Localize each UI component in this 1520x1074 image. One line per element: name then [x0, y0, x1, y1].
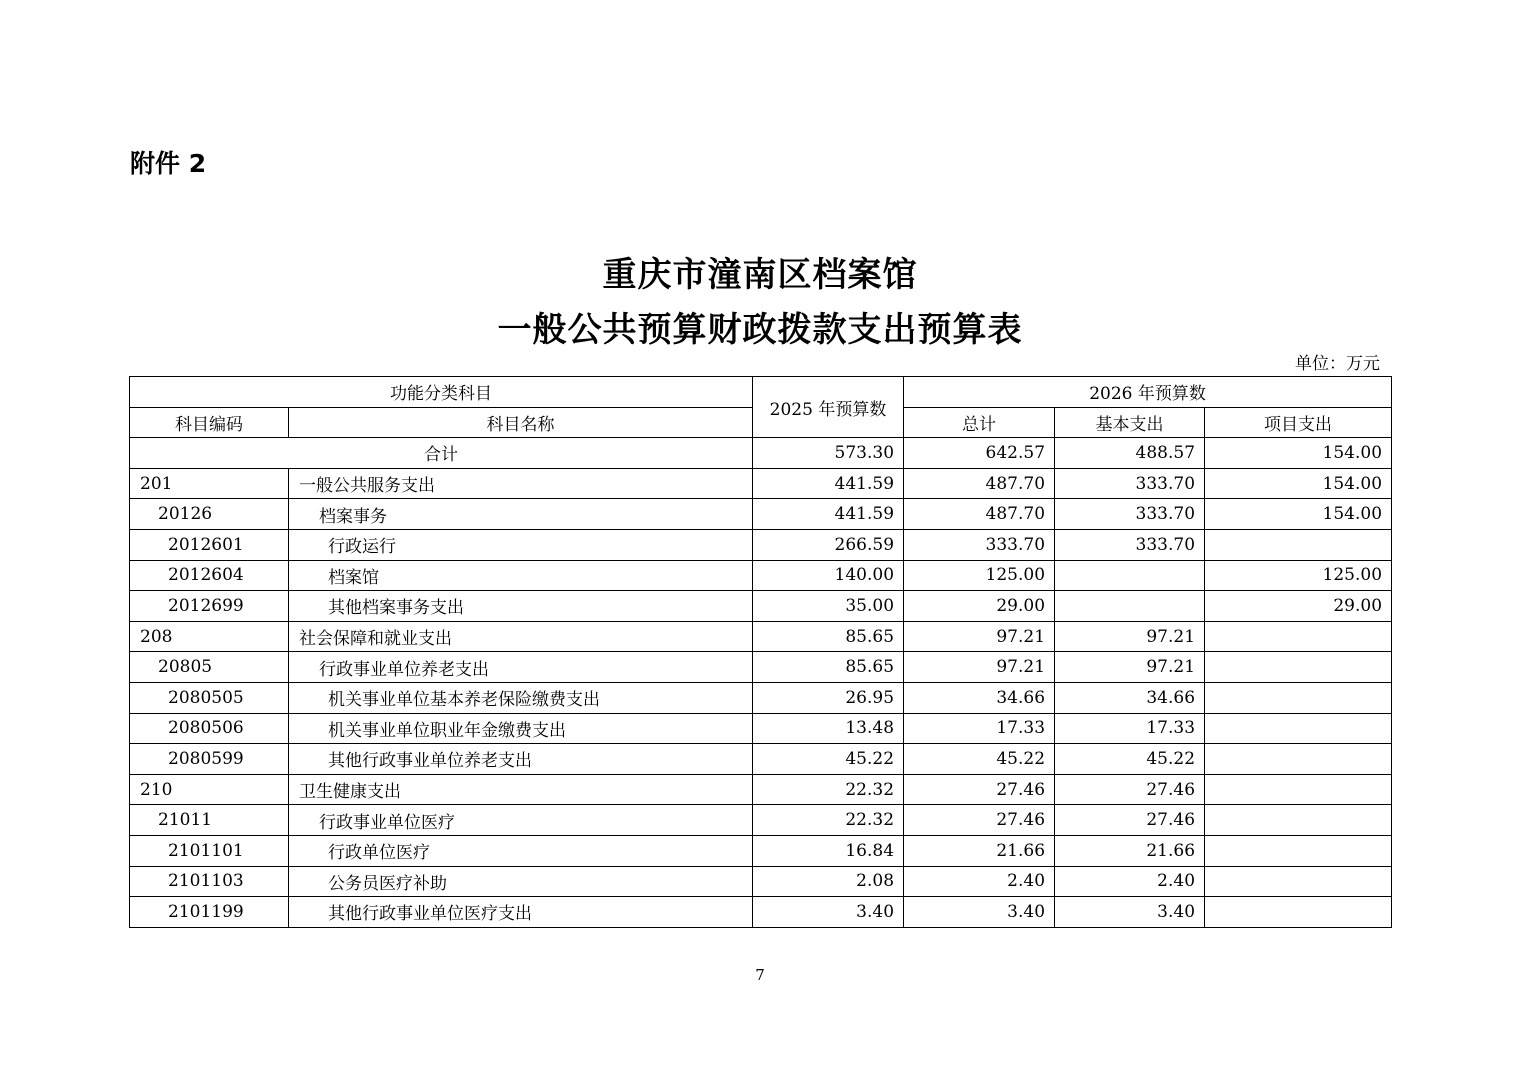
table-row [130, 652, 1392, 683]
budget-2026-total-cell: 27.46 [904, 805, 1055, 836]
budget-2025-cell: 441.59 [753, 468, 904, 499]
budget-2026-project-cell [1205, 621, 1392, 652]
budget-2026-project-cell [1205, 774, 1392, 805]
total-row [130, 438, 1392, 469]
unit-label: 单位：万元 [1295, 354, 1380, 374]
budget-2025-cell: 266.59 [753, 529, 904, 560]
budget-2026-total-cell: 21.66 [904, 835, 1055, 866]
budget-2026-total-cell: 27.46 [904, 774, 1055, 805]
budget-2026-basic-cell: 3.40 [1055, 897, 1205, 928]
subject-code-cell: 20126 [130, 499, 289, 530]
budget-2026-basic-cell [1055, 560, 1205, 591]
budget-2026-basic-cell: 34.66 [1055, 682, 1205, 713]
table-row [130, 805, 1392, 836]
budget-2026-project-cell: 125.00 [1205, 560, 1392, 591]
table-row [130, 499, 1392, 530]
budget-2025-cell: 85.65 [753, 621, 904, 652]
header-project: 项目支出 [1205, 407, 1392, 438]
table-row [130, 682, 1392, 713]
budget-2025-cell: 35.00 [753, 591, 904, 622]
total-total: 642.57 [904, 438, 1055, 469]
budget-2025-cell: 22.32 [753, 774, 904, 805]
budget-2026-total-cell: 487.70 [904, 468, 1055, 499]
subject-code-cell: 2101103 [130, 866, 289, 897]
subject-name-cell: 公务员医疗补助 [289, 866, 753, 897]
subject-name-cell: 社会保障和就业支出 [289, 621, 753, 652]
subject-name-cell: 机关事业单位职业年金缴费支出 [289, 713, 753, 744]
table-row [130, 591, 1392, 622]
subject-code-cell: 2101101 [130, 835, 289, 866]
subject-name-cell: 其他档案事务支出 [289, 591, 753, 622]
table-row [130, 621, 1392, 652]
subject-code-cell: 2012601 [130, 529, 289, 560]
budget-2026-project-cell [1205, 682, 1392, 713]
total-project: 154.00 [1205, 438, 1392, 469]
subject-name-cell: 一般公共服务支出 [289, 468, 753, 499]
budget-2025-cell: 3.40 [753, 897, 904, 928]
budget-2026-project-cell [1205, 805, 1392, 836]
budget-2025-cell: 13.48 [753, 713, 904, 744]
header-budget-2026: 2026 年预算数 [904, 377, 1392, 408]
subject-code-cell: 2080505 [130, 682, 289, 713]
page-number: 7 [755, 966, 765, 984]
table-row [130, 560, 1392, 591]
budget-table [129, 376, 1392, 928]
document-title-line2: 一般公共预算财政拨款支出预算表 [497, 310, 1023, 350]
budget-2026-basic-cell: 27.46 [1055, 774, 1205, 805]
header-name: 科目名称 [289, 407, 753, 438]
table-row [130, 897, 1392, 928]
budget-2026-basic-cell: 2.40 [1055, 866, 1205, 897]
budget-2026-basic-cell: 21.66 [1055, 835, 1205, 866]
attachment-label: 附件 2 [130, 149, 207, 178]
budget-2026-total-cell: 333.70 [904, 529, 1055, 560]
budget-2026-basic-cell: 45.22 [1055, 744, 1205, 775]
subject-code-cell: 2101199 [130, 897, 289, 928]
header-code: 科目编码 [130, 407, 289, 438]
budget-2026-basic-cell: 17.33 [1055, 713, 1205, 744]
budget-2026-project-cell [1205, 897, 1392, 928]
budget-2026-project-cell [1205, 835, 1392, 866]
budget-2026-basic-cell [1055, 591, 1205, 622]
budget-2025-cell: 16.84 [753, 835, 904, 866]
document-title-line1: 重庆市潼南区档案馆 [602, 255, 918, 295]
subject-code-cell: 21011 [130, 805, 289, 836]
budget-2026-total-cell: 487.70 [904, 499, 1055, 530]
subject-code-cell: 2080506 [130, 713, 289, 744]
subject-name-cell: 行政单位医疗 [289, 835, 753, 866]
subject-name-cell: 档案馆 [289, 560, 753, 591]
header-total: 总计 [904, 407, 1055, 438]
budget-2026-total-cell: 29.00 [904, 591, 1055, 622]
subject-code-cell: 2080599 [130, 744, 289, 775]
subject-code-cell: 2012699 [130, 591, 289, 622]
budget-2026-project-cell [1205, 529, 1392, 560]
subject-name-cell: 其他行政事业单位医疗支出 [289, 897, 753, 928]
budget-2026-total-cell: 3.40 [904, 897, 1055, 928]
subject-code-cell: 208 [130, 621, 289, 652]
subject-name-cell: 其他行政事业单位养老支出 [289, 744, 753, 775]
budget-2026-total-cell: 45.22 [904, 744, 1055, 775]
subject-name-cell: 行政运行 [289, 529, 753, 560]
header-row-1 [130, 377, 1392, 408]
budget-2026-basic-cell: 333.70 [1055, 529, 1205, 560]
header-budget-2025: 2025 年预算数 [753, 377, 904, 438]
subject-code-cell: 2012604 [130, 560, 289, 591]
budget-2025-cell: 140.00 [753, 560, 904, 591]
budget-2026-total-cell: 34.66 [904, 682, 1055, 713]
table-row [130, 713, 1392, 744]
budget-2026-total-cell: 97.21 [904, 621, 1055, 652]
budget-2026-project-cell: 154.00 [1205, 499, 1392, 530]
table-row [130, 529, 1392, 560]
total-budget-2025: 573.30 [753, 438, 904, 469]
budget-2026-project-cell [1205, 744, 1392, 775]
total-label: 合计 [130, 438, 753, 469]
budget-2025-cell: 45.22 [753, 744, 904, 775]
subject-code-cell: 210 [130, 774, 289, 805]
table-row [130, 744, 1392, 775]
budget-2025-cell: 2.08 [753, 866, 904, 897]
budget-2026-basic-cell: 97.21 [1055, 621, 1205, 652]
budget-2026-project-cell: 29.00 [1205, 591, 1392, 622]
budget-2026-total-cell: 2.40 [904, 866, 1055, 897]
budget-2025-cell: 26.95 [753, 682, 904, 713]
total-basic: 488.57 [1055, 438, 1205, 469]
budget-2026-project-cell [1205, 652, 1392, 683]
subject-code-cell: 20805 [130, 652, 289, 683]
budget-2026-basic-cell: 333.70 [1055, 468, 1205, 499]
budget-2026-project-cell [1205, 713, 1392, 744]
table-row [130, 774, 1392, 805]
budget-2025-cell: 441.59 [753, 499, 904, 530]
subject-name-cell: 档案事务 [289, 499, 753, 530]
table-row [130, 835, 1392, 866]
budget-2026-total-cell: 125.00 [904, 560, 1055, 591]
budget-2026-basic-cell: 333.70 [1055, 499, 1205, 530]
subject-name-cell: 行政事业单位养老支出 [289, 652, 753, 683]
budget-2025-cell: 85.65 [753, 652, 904, 683]
budget-2026-total-cell: 17.33 [904, 713, 1055, 744]
subject-name-cell: 机关事业单位基本养老保险缴费支出 [289, 682, 753, 713]
table-row [130, 866, 1392, 897]
budget-2026-basic-cell: 97.21 [1055, 652, 1205, 683]
budget-2026-project-cell: 154.00 [1205, 468, 1392, 499]
header-basic: 基本支出 [1055, 407, 1205, 438]
budget-2025-cell: 22.32 [753, 805, 904, 836]
subject-name-cell: 行政事业单位医疗 [289, 805, 753, 836]
header-functional-category: 功能分类科目 [130, 377, 753, 408]
budget-2026-project-cell [1205, 866, 1392, 897]
budget-2026-total-cell: 97.21 [904, 652, 1055, 683]
budget-2026-basic-cell: 27.46 [1055, 805, 1205, 836]
subject-name-cell: 卫生健康支出 [289, 774, 753, 805]
subject-code-cell: 201 [130, 468, 289, 499]
table-row [130, 468, 1392, 499]
